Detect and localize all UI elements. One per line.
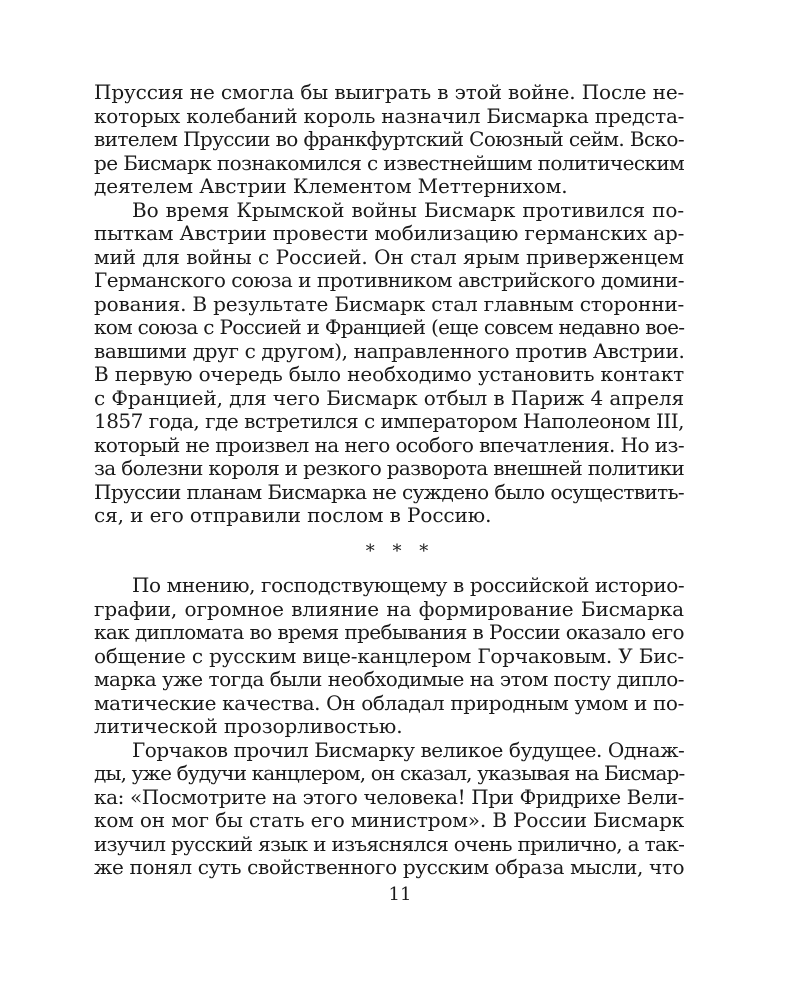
text-line: По мнению, господствующему в российской историо-: [132, 573, 685, 597]
text-line: ся, и его отправили послом в Россию.: [94, 503, 492, 527]
text-line: же понял суть свойственного русским образа мысли, что: [94, 855, 685, 879]
text-line: литической прозорливостью.: [94, 714, 403, 738]
text-line: графии, огромное влияние на формирование Бисмарка: [94, 596, 684, 621]
text-line: В первую очередь было необходимо установить контакт: [94, 362, 684, 386]
text-line: за болезни короля и резкого разворота внешней политики: [94, 456, 684, 480]
page-number: 11: [388, 884, 412, 905]
text-line: рования. В результате Бисмарк стал главным сторонни-: [94, 291, 685, 316]
text-line: изучил русский язык и изъяснялся очень прилично, а так-: [94, 831, 685, 856]
text-line: как дипломата во время пребывания в России оказало его: [94, 620, 684, 644]
text-line: 1857 года, где встретился с императором Наполеоном III,: [94, 409, 684, 433]
text-line: вителем Пруссии во франкфуртский Союзный сейм. Вско-: [94, 127, 684, 151]
text-line: общение с русским вице-канцлером Горчаковым. У Бис-: [94, 643, 684, 668]
text-line: деятелем Австрии Клементом Меттернихом.: [94, 174, 568, 198]
text-section-1: [94, 81, 684, 528]
text-line: ре Бисмарк познакомился с известнейшим политическим: [94, 150, 685, 175]
text-line: которых колебаний король назначил Бисмарка предста-: [94, 103, 685, 128]
section-separator: * * *: [365, 541, 435, 562]
text-line: марка уже тогда были необходимые на этом посту дипло-: [94, 667, 684, 691]
text-line: ды, уже будучи канцлером, он сказал, указывая на Бисмар-: [94, 761, 685, 785]
text-line: Во время Крымской войны Бисмарк противился по-: [132, 197, 684, 222]
text-line: который не произвел на него особого впечатления. Но из-: [94, 432, 684, 457]
text-line: ком он мог бы стать его министром». В России Бисмарк: [94, 808, 685, 832]
text-line: ка: «Посмотрите на этого человека! При Фридрихе Вели-: [94, 784, 684, 809]
text-line: Пруссия не смогла бы выиграть в этой войне. После не-: [94, 80, 685, 104]
text-line: Горчаков прочил Бисмарку великое будущее. Однаж-: [132, 737, 685, 762]
text-line: с Францией, для чего Бисмарк отбыл в Париж 4 апреля: [94, 385, 684, 410]
text-line: вавшими друг с другом), направленного против Австрии.: [94, 338, 685, 363]
text-line: мий для войны с Россией. Он стал ярым приверженцем: [94, 244, 684, 269]
text-line: ком союза с Россией и Францией (еще совсем недавно вое-: [94, 315, 685, 339]
text-line: Германского союза и противником австрийского домини-: [94, 268, 684, 292]
text-section-2: [94, 574, 684, 880]
text-line: пыткам Австрии провести мобилизацию германских ар-: [94, 221, 685, 245]
text-line: матические качества. Он обладал природным умом и по-: [94, 690, 684, 715]
text-line: Пруссии планам Бисмарка не суждено было осуществить-: [94, 479, 684, 504]
